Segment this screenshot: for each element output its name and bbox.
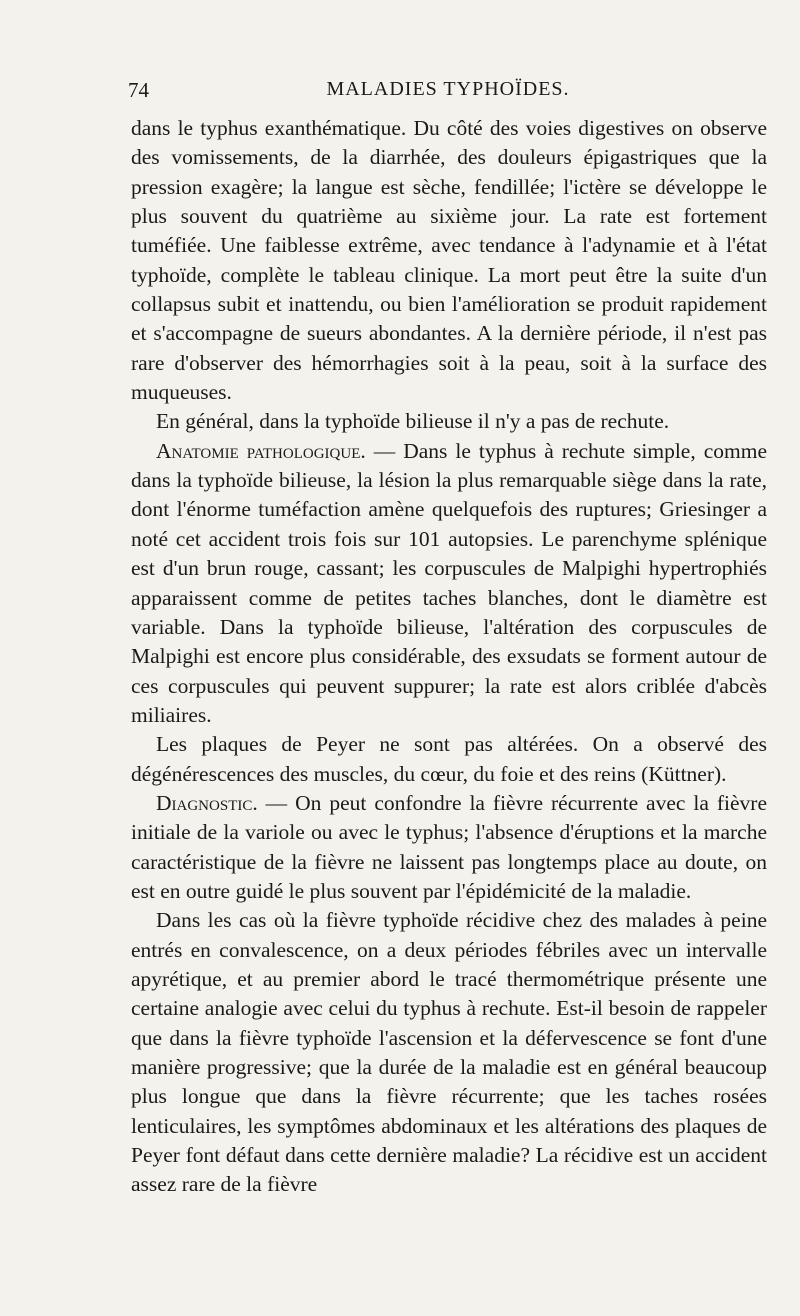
paragraph-2 bbox=[131, 407, 767, 436]
paragraph-text: — On peut confondre la fièvre récurrente avec la fièvre initiale de la variole ou avec le typhus; l'absence d'éruptions et la marche caractéristique de la fièvre ne laissent pas longtemps place au doute, on est en outre guidé le plus souvent par l'épidémicité de la maladie. bbox=[131, 790, 767, 903]
paragraph-text: En général, dans la typhoïde bilieuse il n'y a pas de rechute. bbox=[156, 409, 670, 434]
paragraph-text: dans le typhus exanthématique. Du côté des voies digestives on observe des vomissements, de la diarrhée, des douleurs épigastriques que la pression exagère; la langue est sèche, fendillée; l'ictère se développe le plus souvent du quatrième au sixième jour. La rate est fortement tuméfiée. Une faiblesse extrême, avec tendance à l'adynamie et à l'état typhoïde, complète le tableau clinique. La mort peut être la suite d'un collapsus subit et inattendu, ou bien l'amélioration se produit rapidement et s'accompagne de sueurs abondantes. A la dernière période, il n'est pas rare d'observer des hémorrhagies soit à la peau, soit à la surface des muqueuses. bbox=[131, 116, 767, 405]
body-text bbox=[131, 114, 767, 1200]
section-heading-anatomie: Anatomie pathologique. bbox=[156, 438, 366, 463]
paragraph-6 bbox=[131, 906, 767, 1199]
paragraph-1 bbox=[131, 114, 767, 407]
paragraph-text: Les plaques de Peyer ne sont pas altérées. On a observé des dégénérescences des muscles, du cœur, du foie et des reins (Küttner). bbox=[131, 732, 767, 786]
paragraph-text: — Dans le typhus à rechute simple, comme dans la typhoïde bilieuse, la lésion la plus remarquable siège dans la rate, dont l'énorme tuméfaction amène quelquefois des ruptures; Griesinger a noté cet accident trois fois sur 101 autopsies. Le parenchyme splénique est d'un brun rouge, cassant; les corpuscules de Malpighi hypertrophiés apparaissent comme de petites taches blanches, dont le diamètre est variable. Dans la typhoïde bilieuse, l'altération des corpuscules de Malpighi est encore plus considérable, des exsudats se forment autour de ces corpuscules qui peuvent suppurer; la rate est alors criblée d'abcès miliaires. bbox=[131, 438, 767, 727]
paragraph-4 bbox=[131, 730, 767, 789]
paragraph-text: Dans les cas où la fièvre typhoïde récidive chez des malades à peine entrés en convalescence, on a deux périodes fébriles avec un intervalle apyrétique, et au premier abord le tracé thermométrique présente une certaine analogie avec celui du typhus à rechute. Est-il besoin de rappeler que dans la fièvre typhoïde l'ascension et la défervescence se font d'une manière progressive; que la durée de la maladie est en général beaucoup plus longue que dans la fièvre récurrente; que les taches rosées lenticulaires, les symptômes abdominaux et les altérations des plaques de Peyer font défaut dans cette dernière maladie? La récidive est un accident assez rare de la fièvre bbox=[131, 908, 767, 1197]
paragraph-anatomie bbox=[131, 437, 767, 730]
page-header bbox=[128, 78, 768, 104]
running-title: MALADIES TYPHOÏDES. bbox=[326, 78, 570, 100]
paragraph-diagnostic bbox=[131, 789, 767, 906]
page-number: 74 bbox=[128, 78, 149, 102]
section-heading-diagnostic: Diagnostic. bbox=[156, 790, 258, 815]
